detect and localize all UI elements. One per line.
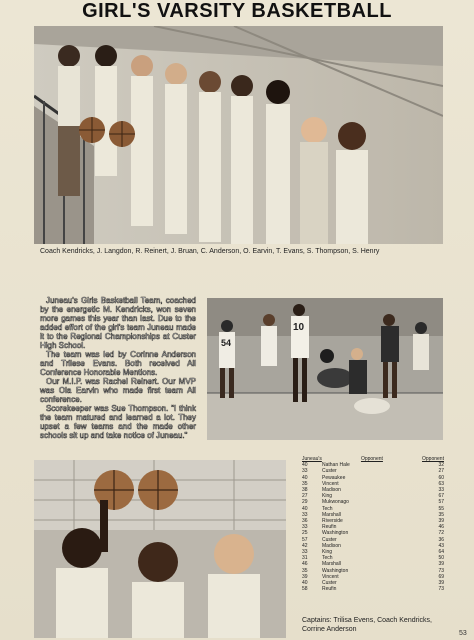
opponent-name: Madison	[322, 542, 341, 549]
juneau-score: 33	[302, 524, 308, 531]
captains-photo	[34, 460, 286, 638]
juneau-score: 25	[302, 530, 308, 537]
opponent-score: 64	[438, 549, 444, 556]
table-row	[302, 586, 444, 592]
juneau-score: 46	[302, 561, 308, 568]
opponent-name: Riverside	[322, 518, 343, 525]
story-paragraph: The team was led by Corinne Anderson and Trilese Evans. Both received All Conference Honorable Mentions.	[40, 350, 196, 377]
game-action-image	[207, 298, 443, 440]
juneau-score: 33	[302, 511, 308, 518]
opponent-score: 33	[438, 487, 444, 494]
team-photo-image	[34, 26, 443, 244]
juneau-score: 38	[302, 487, 308, 494]
team-photo	[34, 26, 443, 244]
juneau-score: 39	[302, 573, 308, 580]
opponent-name: Madison	[322, 487, 341, 494]
opponent-name: Custer	[322, 580, 337, 587]
opponent-name: Vincent	[322, 480, 339, 487]
opponent-score: 32	[438, 462, 444, 469]
juneau-score: 40	[302, 474, 308, 481]
captains-caption: Captains: Trilisa Evens, Coach Kendricks, Corrine Anderson	[302, 617, 432, 633]
jersey-number: 10	[293, 322, 305, 333]
juneau-score: 40	[302, 580, 308, 587]
juneau-score: 35	[302, 567, 308, 574]
opponent-score: 72	[438, 530, 444, 537]
opponent-score: 35	[438, 511, 444, 518]
opponent-name: Pewaukee	[322, 474, 346, 481]
juneau-score: 27	[302, 493, 308, 500]
story-paragraph: Our M.I.P. was Rachel Reinert. Our MVP was Ola Earvin who made first team All conference.	[40, 377, 196, 404]
opponent-score: 36	[438, 536, 444, 543]
game-action-photo	[207, 298, 443, 440]
opponent-score: 50	[438, 555, 444, 562]
juneau-score: 33	[302, 549, 308, 556]
opponent-score: 69	[438, 573, 444, 580]
opponent-name: King	[322, 549, 333, 556]
opponent-score: 67	[438, 493, 444, 500]
juneau-score: 40	[302, 462, 308, 469]
opponent-score: 27	[438, 468, 444, 475]
juneau-score: 40	[302, 505, 308, 512]
opponent-score: 57	[438, 499, 444, 506]
opponent-name: Mukwonago	[322, 499, 349, 506]
opponent-name: Washington	[322, 530, 349, 537]
juneau-score: 35	[302, 480, 308, 487]
opponent-name: Reufin	[322, 524, 337, 531]
opponent-name: Marshall	[322, 511, 341, 518]
opponent-name: Nathan Hale	[322, 462, 350, 469]
opponent-name: Washington	[322, 567, 349, 574]
captains-image	[34, 460, 286, 638]
juneau-score: 36	[302, 518, 308, 525]
team-photo-caption: Coach Kendricks, J. Langdon, R. Reinert, J. Bruan, C. Anderson, O. Earvin, T. Evans, S. Thompson, S. Henry	[40, 248, 380, 255]
story-paragraph: Juneau's Girls Basketball Team, coached by the energetic M. Kendricks, won seven more games this year than last. Due to the added effort of the girl's team Juneau made it to the Regional Championships at Custer High School.	[40, 296, 196, 350]
opponent-name: King	[322, 493, 333, 500]
opponent-score: 39	[438, 561, 444, 568]
opponent-score: 60	[438, 474, 444, 481]
header-juneau-score: Juneau's	[302, 456, 322, 462]
page-title: GIRL'S VARSITY BASKETBALL	[82, 0, 392, 22]
results-rows	[302, 462, 444, 592]
opponent-name: Tech	[322, 505, 333, 512]
juneau-score: 58	[302, 586, 308, 593]
opponent-name: Custer	[322, 536, 337, 543]
opponent-score: 73	[438, 567, 444, 574]
story-text	[40, 296, 196, 446]
juneau-score: 42	[302, 542, 308, 549]
opponent-score: 73	[438, 586, 444, 593]
opponent-score: 46	[438, 524, 444, 531]
juneau-score: 57	[302, 536, 308, 543]
season-results-table	[302, 456, 444, 592]
header-opponent: Opponent	[360, 456, 383, 462]
header-opponent-score: Opponent	[422, 456, 444, 462]
juneau-score: 31	[302, 555, 308, 562]
opponent-score: 43	[438, 542, 444, 549]
opponent-score: 55	[438, 505, 444, 512]
juneau-score: 33	[302, 468, 308, 475]
juneau-score: 29	[302, 499, 308, 506]
opponent-score: 63	[438, 480, 444, 487]
opponent-score: 39	[438, 580, 444, 587]
opponent-name: Marshall	[322, 561, 341, 568]
opponent-name: Reufin	[322, 586, 337, 593]
story-paragraph: Scorekeeper was Sue Thompson. "I think the team matured and learned a lot. They upset a few teams and the made other schools sit up and take notice of Juneau."	[40, 404, 196, 440]
opponent-name: Custer	[322, 468, 337, 475]
opponent-name: Tech	[322, 555, 333, 562]
page-number: 53	[459, 630, 467, 637]
opponent-name: Vincent	[322, 573, 339, 580]
opponent-score: 39	[438, 518, 444, 525]
jersey-number: 54	[221, 338, 232, 348]
